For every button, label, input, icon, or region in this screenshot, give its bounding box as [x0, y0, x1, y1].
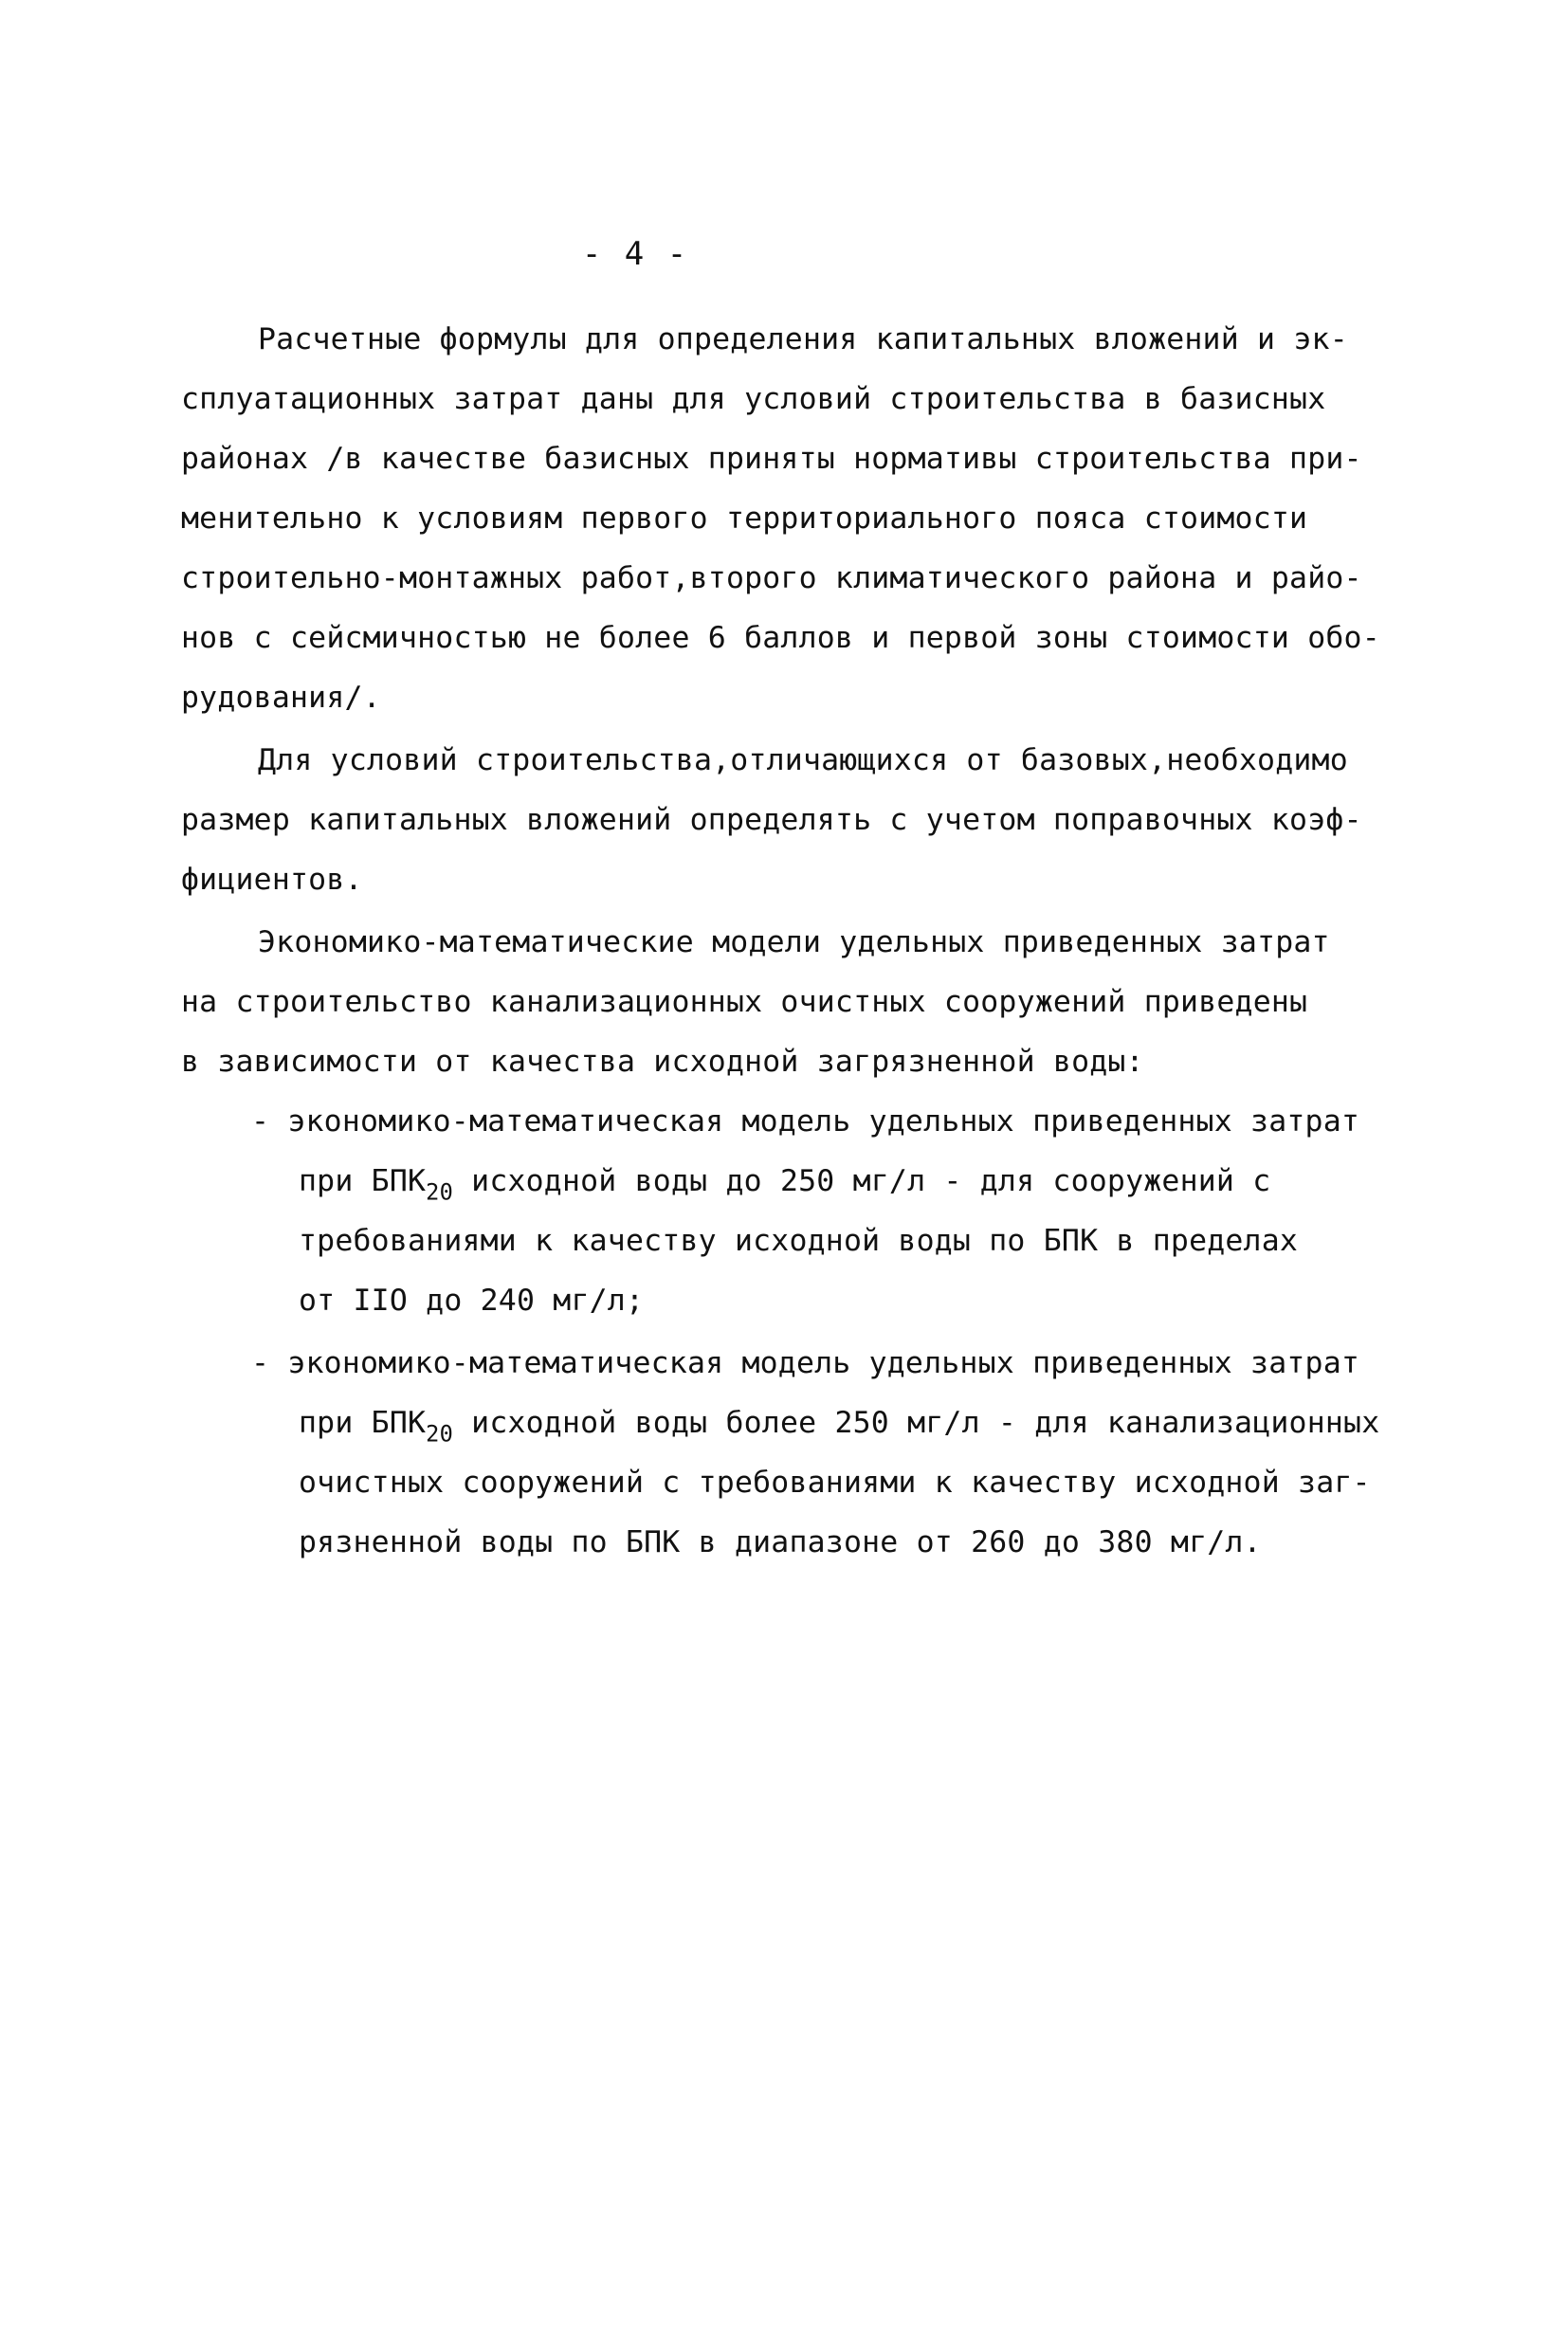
text-line: - экономико-математическая модель удельных приведенных затрат: [251, 1104, 1360, 1139]
text-line: на строительство канализационных очистных сооружений приведены: [181, 985, 1308, 1019]
text-line: Для условий строительства,отличающихся от базовых,необходимо: [258, 743, 1348, 777]
text-line: сплуатационных затрат даны для условий строительства в базисных: [181, 382, 1326, 416]
text-span: исходной воды более 250 мг/л - для канализационных: [452, 1406, 1380, 1440]
text-line: от IIO до 240 мг/л;: [299, 1284, 645, 1318]
text-line: - экономико-математическая модель удельных приведенных затрат: [251, 1346, 1360, 1380]
text-line: рудования/.: [181, 681, 381, 715]
text-line: очистных сооружений с требованиями к качеству исходной заг-: [299, 1466, 1371, 1500]
text-line: требованиями к качеству исходной воды по БПК в пределах: [299, 1224, 1299, 1258]
page-number: - 4 -: [581, 235, 689, 273]
text-line: рязненной воды по БПК в диапазоне от 260 до 380 мг/л.: [299, 1525, 1262, 1559]
text-line: строительно-монтажных работ,второго климатического района и райо-: [181, 561, 1362, 595]
text-span: при БПК: [299, 1406, 427, 1440]
text-line: Экономико-математические модели удельных приведенных затрат: [258, 925, 1330, 959]
text-line: [299, 1393, 1379, 1453]
subscript: 20: [426, 1420, 453, 1448]
text-line: районах /в качестве базисных приняты нормативы строительства при-: [181, 442, 1362, 476]
text-line: нов с сейсмичностью не более 6 баллов и первой зоны стоимости обо-: [181, 621, 1380, 655]
text-line: размер капитальных вложений определять с учетом поправочных коэф-: [181, 803, 1362, 837]
text-line: в зависимости от качества исходной загрязненной воды:: [181, 1045, 1144, 1079]
text-line: Расчетные формулы для определения капитальных вложений и эк-: [258, 322, 1348, 356]
text-span: исходной воды до 250 мг/л - для сооружений с: [452, 1164, 1271, 1198]
text-span: при БПК: [299, 1164, 427, 1198]
text-line: менительно к условиям первого территориального пояса стоимости: [181, 501, 1308, 536]
text-line: [299, 1151, 1270, 1212]
subscript: 20: [426, 1178, 453, 1206]
text-line: фициентов.: [181, 863, 363, 897]
